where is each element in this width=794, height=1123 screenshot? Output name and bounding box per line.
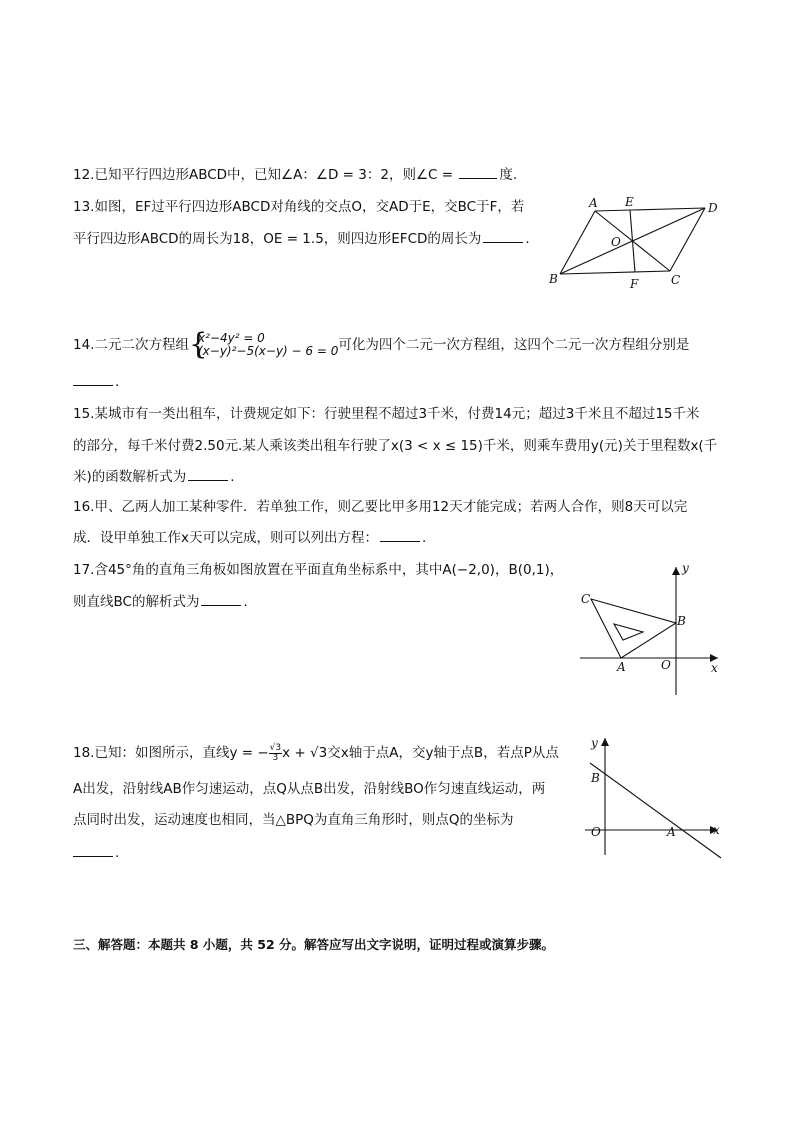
fig17-label-B: B xyxy=(677,614,686,628)
q14-text-end: . xyxy=(115,374,120,390)
q12-text: 12.已知平行四边形ABCD中，已知∠A：∠D = 3：2，则∠C = xyxy=(73,167,458,183)
figure-13-parallelogram xyxy=(540,190,730,295)
question-16-line1: 16.甲、乙两人加工某种零件．若单独工作，则乙要比甲多用12天才能完成；若两人合作，则8天可以完 xyxy=(73,499,688,515)
fig13-label-O: O xyxy=(611,235,621,249)
fig18-label-B: B xyxy=(591,771,600,785)
q16-text: 成．设甲单独工作x天可以完成，则可以列出方程： xyxy=(73,530,378,546)
q12-text-end: 度. xyxy=(499,167,518,183)
question-16-line2 xyxy=(73,528,426,547)
fig17-label-x: x xyxy=(711,661,718,675)
q18-frac-den: 3 xyxy=(272,752,279,763)
fig13-label-B: B xyxy=(549,272,558,286)
q18-answer-blank[interactable] xyxy=(73,843,113,857)
fig17-triangle-outer xyxy=(591,599,676,658)
fig13-edge-DC xyxy=(670,208,705,271)
fig17-triangle-inner xyxy=(614,624,643,640)
question-17-line1: 17.含45°角的直角三角板如图放置在平面直角坐标系中，其中A(−2,0)，B(0,1)， xyxy=(73,562,564,578)
fig18-y-arrow xyxy=(601,738,609,746)
fig13-edge-BC xyxy=(560,271,670,274)
fig13-edge-AB xyxy=(560,211,595,274)
q18-prefix: 18.已知：如图所示，直线y = − xyxy=(73,745,269,761)
fig13-segment-EF xyxy=(630,210,635,272)
q13-text: 平行四边形ABCD的周长为18，OE = 1.5，则四边形EFCD的周长为 xyxy=(73,231,482,247)
q15-answer-blank[interactable] xyxy=(188,467,228,481)
figure-17-triangle xyxy=(575,555,735,700)
q18-fraction xyxy=(269,744,282,763)
q18-frac-num: √3 xyxy=(269,742,282,753)
figure-18-line-graph xyxy=(580,730,730,865)
q17-text-end: . xyxy=(243,594,248,610)
question-18-line2: A出发，沿射线AB作匀速运动，点Q从点B出发，沿射线BO作匀速直线运动，两 xyxy=(73,781,546,797)
fig18-label-A: A xyxy=(667,825,676,839)
fig13-label-A: A xyxy=(589,196,598,210)
question-15-line3 xyxy=(73,467,235,486)
q17-text: 则直线BC的解析式为 xyxy=(73,594,200,610)
q13-text-end: . xyxy=(525,231,530,247)
question-14-line2 xyxy=(73,372,119,391)
q14-equation-system: { x²−4y² = 0 (x−y)²−5(x−y) − 6 = 0 xyxy=(188,327,339,361)
fig13-edge-AD xyxy=(595,208,705,211)
fig18-label-x: x xyxy=(713,823,720,837)
question-13-line2 xyxy=(73,229,530,248)
section-3-heading: 三、解答题：本题共 8 小题，共 52 分。解答应写出文字说明，证明过程或演算步骤。 xyxy=(73,937,555,952)
fig13-label-C: C xyxy=(671,273,681,287)
q14-answer-blank[interactable] xyxy=(73,372,113,386)
fig18-label-y: y xyxy=(591,736,598,750)
fig17-label-A: A xyxy=(617,660,626,674)
q12-answer-blank[interactable] xyxy=(459,165,497,179)
question-18-line3: 点同时出发，运动速度也相同，当△BPQ为直角三角形时，则点Q的坐标为 xyxy=(73,812,514,828)
q18-suffix: x + √3交x轴于点A，交y轴于点B，若点P从点 xyxy=(282,745,559,761)
question-18-line1 xyxy=(73,740,559,766)
fig13-label-F: F xyxy=(630,277,639,291)
q16-text-end: . xyxy=(422,530,427,546)
fig13-label-E: E xyxy=(625,195,634,209)
fig17-label-C: C xyxy=(581,592,591,606)
fig13-label-D: D xyxy=(708,201,718,215)
q15-text-end: . xyxy=(230,469,235,485)
fig18-label-O: O xyxy=(591,825,601,839)
q18-text-end: . xyxy=(115,845,120,861)
question-14 xyxy=(73,327,690,361)
q14-prefix: 14.二元二次方程组 xyxy=(73,337,189,353)
q14-eq2: (x−y)²−5(x−y) − 6 = 0 xyxy=(197,344,339,358)
q17-answer-blank[interactable] xyxy=(201,592,241,606)
question-15-line2: 的部分，每千米付费2.50元.某人乘该类出租车行驶了x(3 < x ≤ 15)千米，则乘车费用y(元)关于里程数x(千 xyxy=(73,438,718,454)
q14-suffix: 可化为四个二元一次方程组，这四个二元一次方程组分别是 xyxy=(338,337,690,353)
fig18-line-AB xyxy=(590,763,721,858)
question-12 xyxy=(73,165,517,184)
q15-text: 米)的函数解析式为 xyxy=(73,469,187,485)
question-18-line4 xyxy=(73,843,119,862)
q13-answer-blank[interactable] xyxy=(483,229,523,243)
question-15-line1: 15.某城市有一类出租车，计费规定如下：行驶里程不超过3千米，付费14元；超过3千米且不超过15千米 xyxy=(73,406,700,422)
q14-eq1: x²−4y² = 0 xyxy=(197,331,265,345)
fig17-label-y: y xyxy=(682,561,689,575)
fig17-label-O: O xyxy=(661,658,671,672)
fig17-y-arrow xyxy=(672,567,680,575)
question-13-line1: 13.如图，EF过平行四边形ABCD对角线的交点O，交AD于E，交BC于F，若 xyxy=(73,199,525,215)
q16-answer-blank[interactable] xyxy=(380,528,420,542)
question-17-line2 xyxy=(73,592,248,611)
